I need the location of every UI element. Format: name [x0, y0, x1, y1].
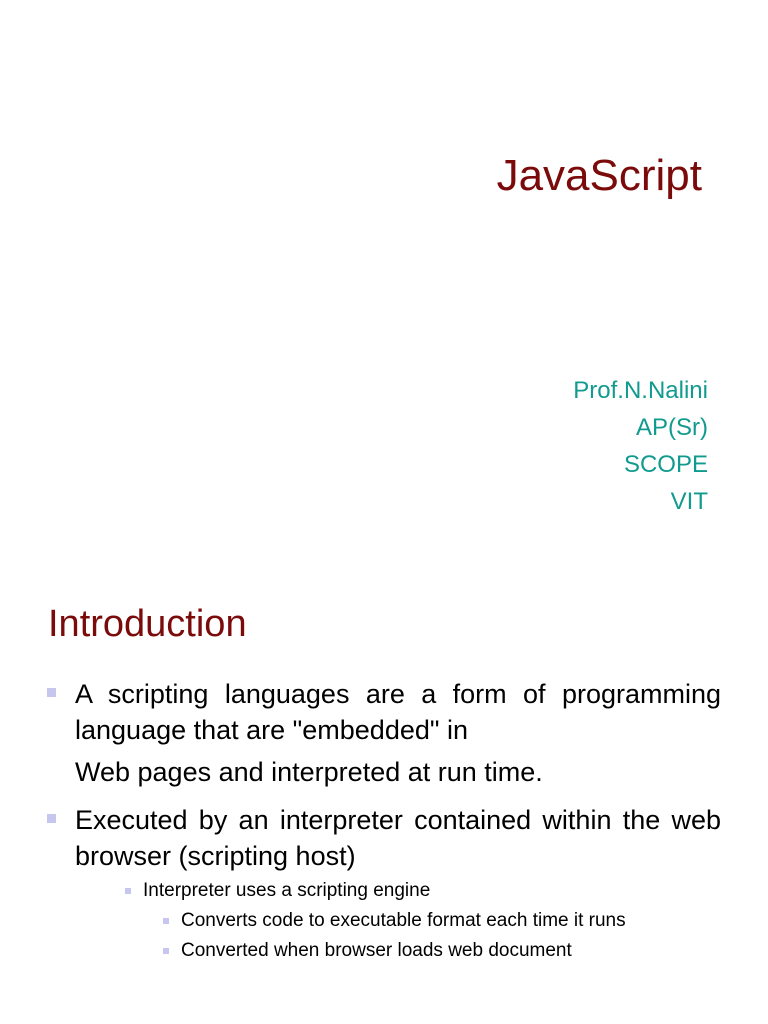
bullet-text: Converted when browser loads web document	[181, 940, 572, 961]
bullet-item	[75, 676, 721, 790]
bullet-marker-icon	[163, 918, 169, 924]
bullet-marker-icon	[163, 948, 169, 954]
sub-bullet-item	[143, 878, 430, 904]
author-block	[573, 372, 708, 520]
author-institution: VIT	[670, 488, 708, 515]
author-designation: AP(Sr)	[636, 414, 708, 441]
bullet-marker-icon	[47, 688, 56, 697]
bullet-text: Executed by an interpreter contained within the web browser (scripting host)	[75, 805, 721, 871]
section-title: Introduction	[48, 603, 247, 645]
slide-title: JavaScript	[496, 151, 702, 200]
bullet-text: Converts code to executable format each time it runs	[181, 910, 626, 931]
sub-sub-bullet-item	[181, 938, 572, 964]
author-name: Prof.N.Nalini	[573, 377, 708, 404]
author-school: SCOPE	[623, 451, 708, 478]
bullet-marker-icon	[125, 888, 131, 894]
introduction-slide	[0, 576, 768, 1024]
bullet-text: A scripting languages are a form of programming language that are "embedded" in	[75, 679, 721, 745]
bullet-marker-icon	[47, 814, 56, 823]
sub-sub-bullet-item	[181, 908, 626, 934]
bullet-text-continuation: Web pages and interpreted at run time.	[75, 757, 543, 787]
bullet-item	[75, 802, 721, 874]
bullet-text: Interpreter uses a scripting engine	[143, 880, 431, 901]
